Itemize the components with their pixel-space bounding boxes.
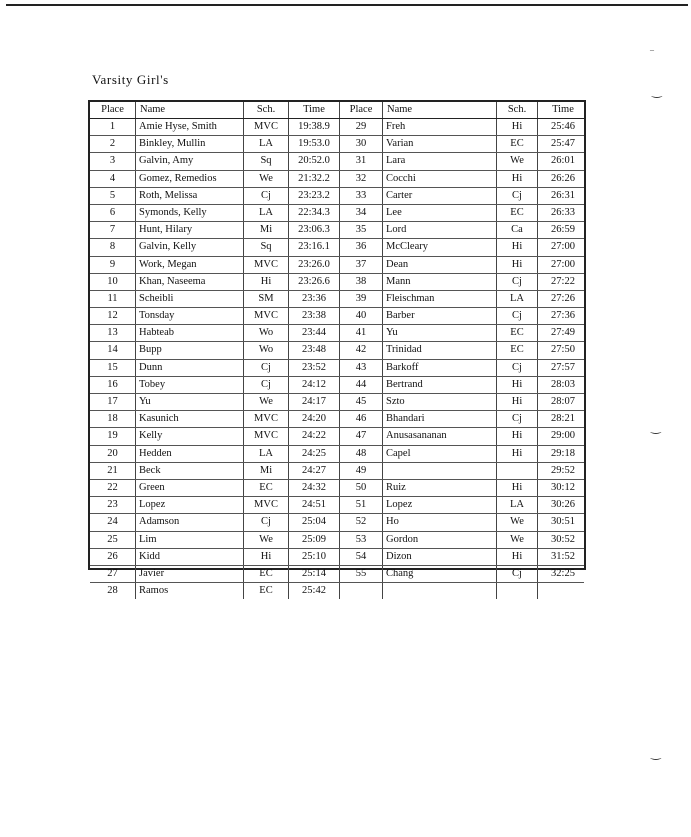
school-cell: EC [497,205,538,221]
time-cell: 23:44 [289,325,340,341]
time-cell: 25:10 [289,549,340,565]
time-cell: 27:00 [551,241,575,253]
name-cell: Lee [383,205,497,221]
time-cell: 19:53.0 [289,136,340,152]
name-cell: Kasunich [136,411,244,427]
time-cell: 23:52 [289,360,340,376]
name-cell: Gomez, Remedios [136,171,244,187]
table-row [90,239,584,256]
time-cell: 23:26.6 [289,274,340,290]
time-cell [538,583,588,599]
place-cell: 41 [340,325,383,341]
time-cell: 20:52.0 [289,153,340,169]
place-cell: 50 [340,480,383,496]
name-cell: Amie Hyse, Smith [136,119,244,135]
school-cell: EC [244,480,289,496]
time-cell: 28:21 [551,413,575,425]
name-cell: Binkley, Mullin [136,136,244,152]
place-cell: 24 [90,514,136,530]
school-cell: Cj [244,377,289,393]
place-cell: 39 [340,291,383,307]
school-cell: Wo [244,325,289,341]
place-cell: 40 [340,308,383,324]
school-cell: LA [244,205,289,221]
place-cell: 32 [340,171,383,187]
time-cell: 30:51 [551,516,575,528]
table-row [90,222,584,239]
table-row [90,257,584,274]
school-cell: Hi [497,171,538,187]
place-cell: 25 [90,532,136,548]
school-cell: Cj [244,188,289,204]
place-cell: 22 [90,480,136,496]
name-cell: Ruiz [383,480,497,496]
place-cell: 7 [90,222,136,238]
place-cell: 47 [340,428,383,444]
name-cell: Scheibli [136,291,244,307]
time-cell: 24:12 [289,377,340,393]
school-cell: EC [244,566,289,582]
school-cell: EC [244,583,289,599]
name-cell: Gordon [383,532,497,548]
place-cell: 37 [340,257,383,273]
school-cell: EC [497,325,538,341]
time-cell: 23:23.2 [289,188,340,204]
name-cell: Beck [136,463,244,479]
school-cell: Cj [497,308,538,324]
place-cell: 42 [340,342,383,358]
table-row [90,325,584,342]
table-row [90,566,584,583]
name-cell: Galvin, Amy [136,153,244,169]
time-cell: 30:26 [551,499,575,511]
school-cell: Hi [244,274,289,290]
school-cell: Wo [244,342,289,358]
time-cell: 30:52 [551,533,575,545]
column-header-name: Name [383,102,497,118]
place-cell: 19 [90,428,136,444]
table-row [90,119,584,136]
time-cell: 23:36 [289,291,340,307]
column-header-place: Place [340,102,383,118]
column-header-school: Sch. [244,102,289,118]
school-cell: Cj [497,411,538,427]
name-cell: Lopez [136,497,244,513]
place-cell: 33 [340,188,383,204]
school-cell: Cj [497,188,538,204]
school-cell: Cj [497,360,538,376]
place-cell: 2 [90,136,136,152]
school-cell: LA [244,136,289,152]
name-cell: Symonds, Kelly [136,205,244,221]
table-row [90,291,584,308]
name-cell: Tobey [136,377,244,393]
time-cell: 27:50 [551,344,575,356]
time-cell: 23:06.3 [289,222,340,238]
school-cell: Sq [244,153,289,169]
time-cell: 28:03 [551,378,575,390]
table-row [90,480,584,497]
column-header-school: Sch. [497,102,538,118]
school-cell: LA [244,446,289,462]
page-title: Varsity Girl's [92,72,169,87]
place-cell: 49 [340,463,383,479]
name-cell: Barkoff [383,360,497,376]
time-cell: 24:17 [289,394,340,410]
school-cell: Mi [244,222,289,238]
name-cell: Bertrand [383,377,497,393]
place-cell: 27 [90,566,136,582]
time-cell: 25:14 [289,566,340,582]
school-cell: Hi [497,549,538,565]
place-cell: 8 [90,239,136,255]
time-cell: 27:57 [551,361,575,373]
name-cell: Yu [383,325,497,341]
school-cell: LA [497,291,538,307]
table-row [90,428,584,445]
time-cell: 23:26.0 [289,257,340,273]
name-cell: McCleary [383,239,497,255]
name-cell: Carter [383,188,497,204]
time-cell: 27:22 [551,275,575,287]
table-row [90,411,584,428]
name-cell: Lim [136,532,244,548]
place-cell: 18 [90,411,136,427]
school-cell: Cj [497,566,538,582]
time-cell: 28:07 [551,396,575,407]
name-cell: Javier [136,566,244,582]
table-row [90,360,584,377]
margin-mark: ‿ [652,84,662,98]
time-cell: 26:01 [551,155,575,167]
time-cell: 30:12 [551,481,575,493]
time-cell: 26:26 [551,172,575,184]
school-cell: MVC [244,308,289,324]
time-cell: 29:00 [551,430,575,442]
place-cell: 28 [90,583,136,599]
time-cell: 25:47 [551,138,575,150]
name-cell: Szto [383,394,497,410]
table-row [90,153,584,170]
school-cell: MVC [244,119,289,135]
name-cell: Freh [383,119,497,135]
place-cell: 45 [340,394,383,410]
school-cell: MVC [244,497,289,513]
school-cell: LA [497,497,538,513]
school-cell: We [244,394,289,410]
place-cell: 20 [90,446,136,462]
name-cell: Dean [383,257,497,273]
name-cell: Ho [383,514,497,530]
name-cell: Kelly [136,428,244,444]
school-cell: Hi [497,377,538,393]
name-cell: Galvin, Kelly [136,239,244,255]
place-cell: 17 [90,394,136,410]
school-cell: Cj [497,274,538,290]
name-cell: Yu [136,394,244,410]
name-cell: Fleischman [383,291,497,307]
time-cell: 27:00 [551,258,575,270]
school-cell: We [497,514,538,530]
place-cell: 11 [90,291,136,307]
place-cell: 51 [340,497,383,513]
margin-mark: ‿ [651,420,661,434]
school-cell: Hi [497,257,538,273]
table-row [90,136,584,153]
name-cell: Cocchi [383,171,497,187]
table-row [90,171,584,188]
name-cell: Bupp [136,342,244,358]
name-cell: Lara [383,153,497,169]
school-cell: Hi [497,239,538,255]
name-cell: Hedden [136,446,244,462]
school-cell: Cj [244,514,289,530]
time-cell: 27:36 [551,310,575,322]
place-cell: 46 [340,411,383,427]
time-cell: 23:16.1 [289,239,340,255]
place-cell: 12 [90,308,136,324]
name-cell [383,583,497,599]
name-cell: Hunt, Hilary [136,222,244,238]
school-cell: Hi [497,446,538,462]
time-cell: 31:52 [551,550,575,562]
school-cell: MVC [244,411,289,427]
place-cell: 10 [90,274,136,290]
time-cell: 26:59 [551,224,575,236]
school-cell: MVC [244,257,289,273]
place-cell: 1 [90,119,136,135]
name-cell [383,463,497,479]
time-cell: 25:04 [289,514,340,530]
place-cell: 38 [340,274,383,290]
time-cell: 27:26 [551,292,575,304]
place-cell: 16 [90,377,136,393]
place-cell [340,583,383,599]
table-row [90,188,584,205]
name-cell: Anusasananan [383,428,497,444]
place-cell: 36 [340,239,383,255]
school-cell: MVC [244,428,289,444]
margin-mark: – [650,45,654,54]
name-cell: Bhandari [383,411,497,427]
school-cell: Hi [497,428,538,444]
time-cell: 24:20 [289,411,340,427]
school-cell: We [497,532,538,548]
school-cell: EC [497,342,538,358]
school-cell: We [497,153,538,169]
place-cell: 6 [90,205,136,221]
table-row [90,274,584,291]
place-cell: 4 [90,171,136,187]
time-cell: 23:48 [289,342,340,358]
table-body [90,119,584,599]
time-cell: 22:34.3 [289,205,340,221]
school-cell: Hi [497,394,538,410]
time-cell: 25:42 [289,583,340,599]
name-cell: Habteab [136,325,244,341]
place-cell: 9 [90,257,136,273]
name-cell: Trinidad [383,342,497,358]
name-cell: Adamson [136,514,244,530]
place-cell: 5 [90,188,136,204]
time-cell: 25:46 [551,121,575,132]
name-cell: Roth, Melissa [136,188,244,204]
table-row [90,342,584,359]
name-cell: Chang [383,566,497,582]
name-cell: Mann [383,274,497,290]
table-row [90,583,584,599]
table-row [90,308,584,325]
name-cell: Tonsday [136,308,244,324]
time-cell: 19:38.9 [289,119,340,135]
place-cell: 30 [340,136,383,152]
time-cell: 32:25 [551,567,575,579]
school-cell: Cj [244,360,289,376]
table-row [90,463,584,480]
time-cell: 29:18 [551,447,575,459]
place-cell: 48 [340,446,383,462]
school-cell: Hi [497,480,538,496]
place-cell: 34 [340,205,383,221]
name-cell: Varian [383,136,497,152]
table-row [90,377,584,394]
name-cell: Lord [383,222,497,238]
place-cell: 54 [340,549,383,565]
time-cell: 24:32 [289,480,340,496]
school-cell: Mi [244,463,289,479]
time-cell: 24:51 [289,497,340,513]
time-cell: 24:27 [289,463,340,479]
time-cell: 29:52 [551,464,575,476]
place-cell: 14 [90,342,136,358]
school-cell: Hi [497,119,538,135]
place-cell: 21 [90,463,136,479]
table-row [90,205,584,222]
top-edge-line [6,4,688,6]
place-cell: 44 [340,377,383,393]
table-row [90,394,584,411]
name-cell: Green [136,480,244,496]
results-table [88,100,586,597]
place-cell: 26 [90,549,136,565]
place-cell: 43 [340,360,383,376]
column-header-time: Time [552,104,574,115]
table-row [90,549,584,566]
name-cell: Barber [383,308,497,324]
time-cell: 23:38 [289,308,340,324]
place-cell: 31 [340,153,383,169]
name-cell: Work, Megan [136,257,244,273]
column-header-time: Time [289,102,340,118]
table-row [90,446,584,463]
name-cell: Dunn [136,360,244,376]
name-cell: Dizon [383,549,497,565]
name-cell: Ramos [136,583,244,599]
school-cell: SM [244,291,289,307]
table-row [90,532,584,549]
time-cell: 25:09 [289,532,340,548]
place-cell: 23 [90,497,136,513]
table-row [90,497,584,514]
time-cell: 21:32.2 [289,171,340,187]
place-cell: 35 [340,222,383,238]
school-cell: We [244,171,289,187]
time-cell: 24:25 [289,446,340,462]
place-cell: 53 [340,532,383,548]
name-cell: Khan, Naseema [136,274,244,290]
school-cell: EC [497,136,538,152]
school-cell: Ca [497,222,538,238]
place-cell: 55 [340,566,383,582]
time-cell: 26:33 [551,206,575,218]
name-cell: Lopez [383,497,497,513]
school-cell [497,583,538,599]
school-cell [497,463,538,479]
place-cell: 13 [90,325,136,341]
time-cell: 24:22 [289,428,340,444]
column-header-place: Place [90,102,136,118]
time-cell: 27:49 [551,327,575,339]
column-header-name: Name [136,102,244,118]
name-cell: Kidd [136,549,244,565]
school-cell: Hi [244,549,289,565]
place-cell: 29 [340,119,383,135]
table-row [90,514,584,531]
margin-mark: ‿ [651,746,661,760]
school-cell: Sq [244,239,289,255]
place-cell: 15 [90,360,136,376]
time-cell: 26:31 [551,189,575,201]
place-cell: 3 [90,153,136,169]
name-cell: Capel [383,446,497,462]
school-cell: We [244,532,289,548]
place-cell: 52 [340,514,383,530]
table-header-row [90,102,584,119]
